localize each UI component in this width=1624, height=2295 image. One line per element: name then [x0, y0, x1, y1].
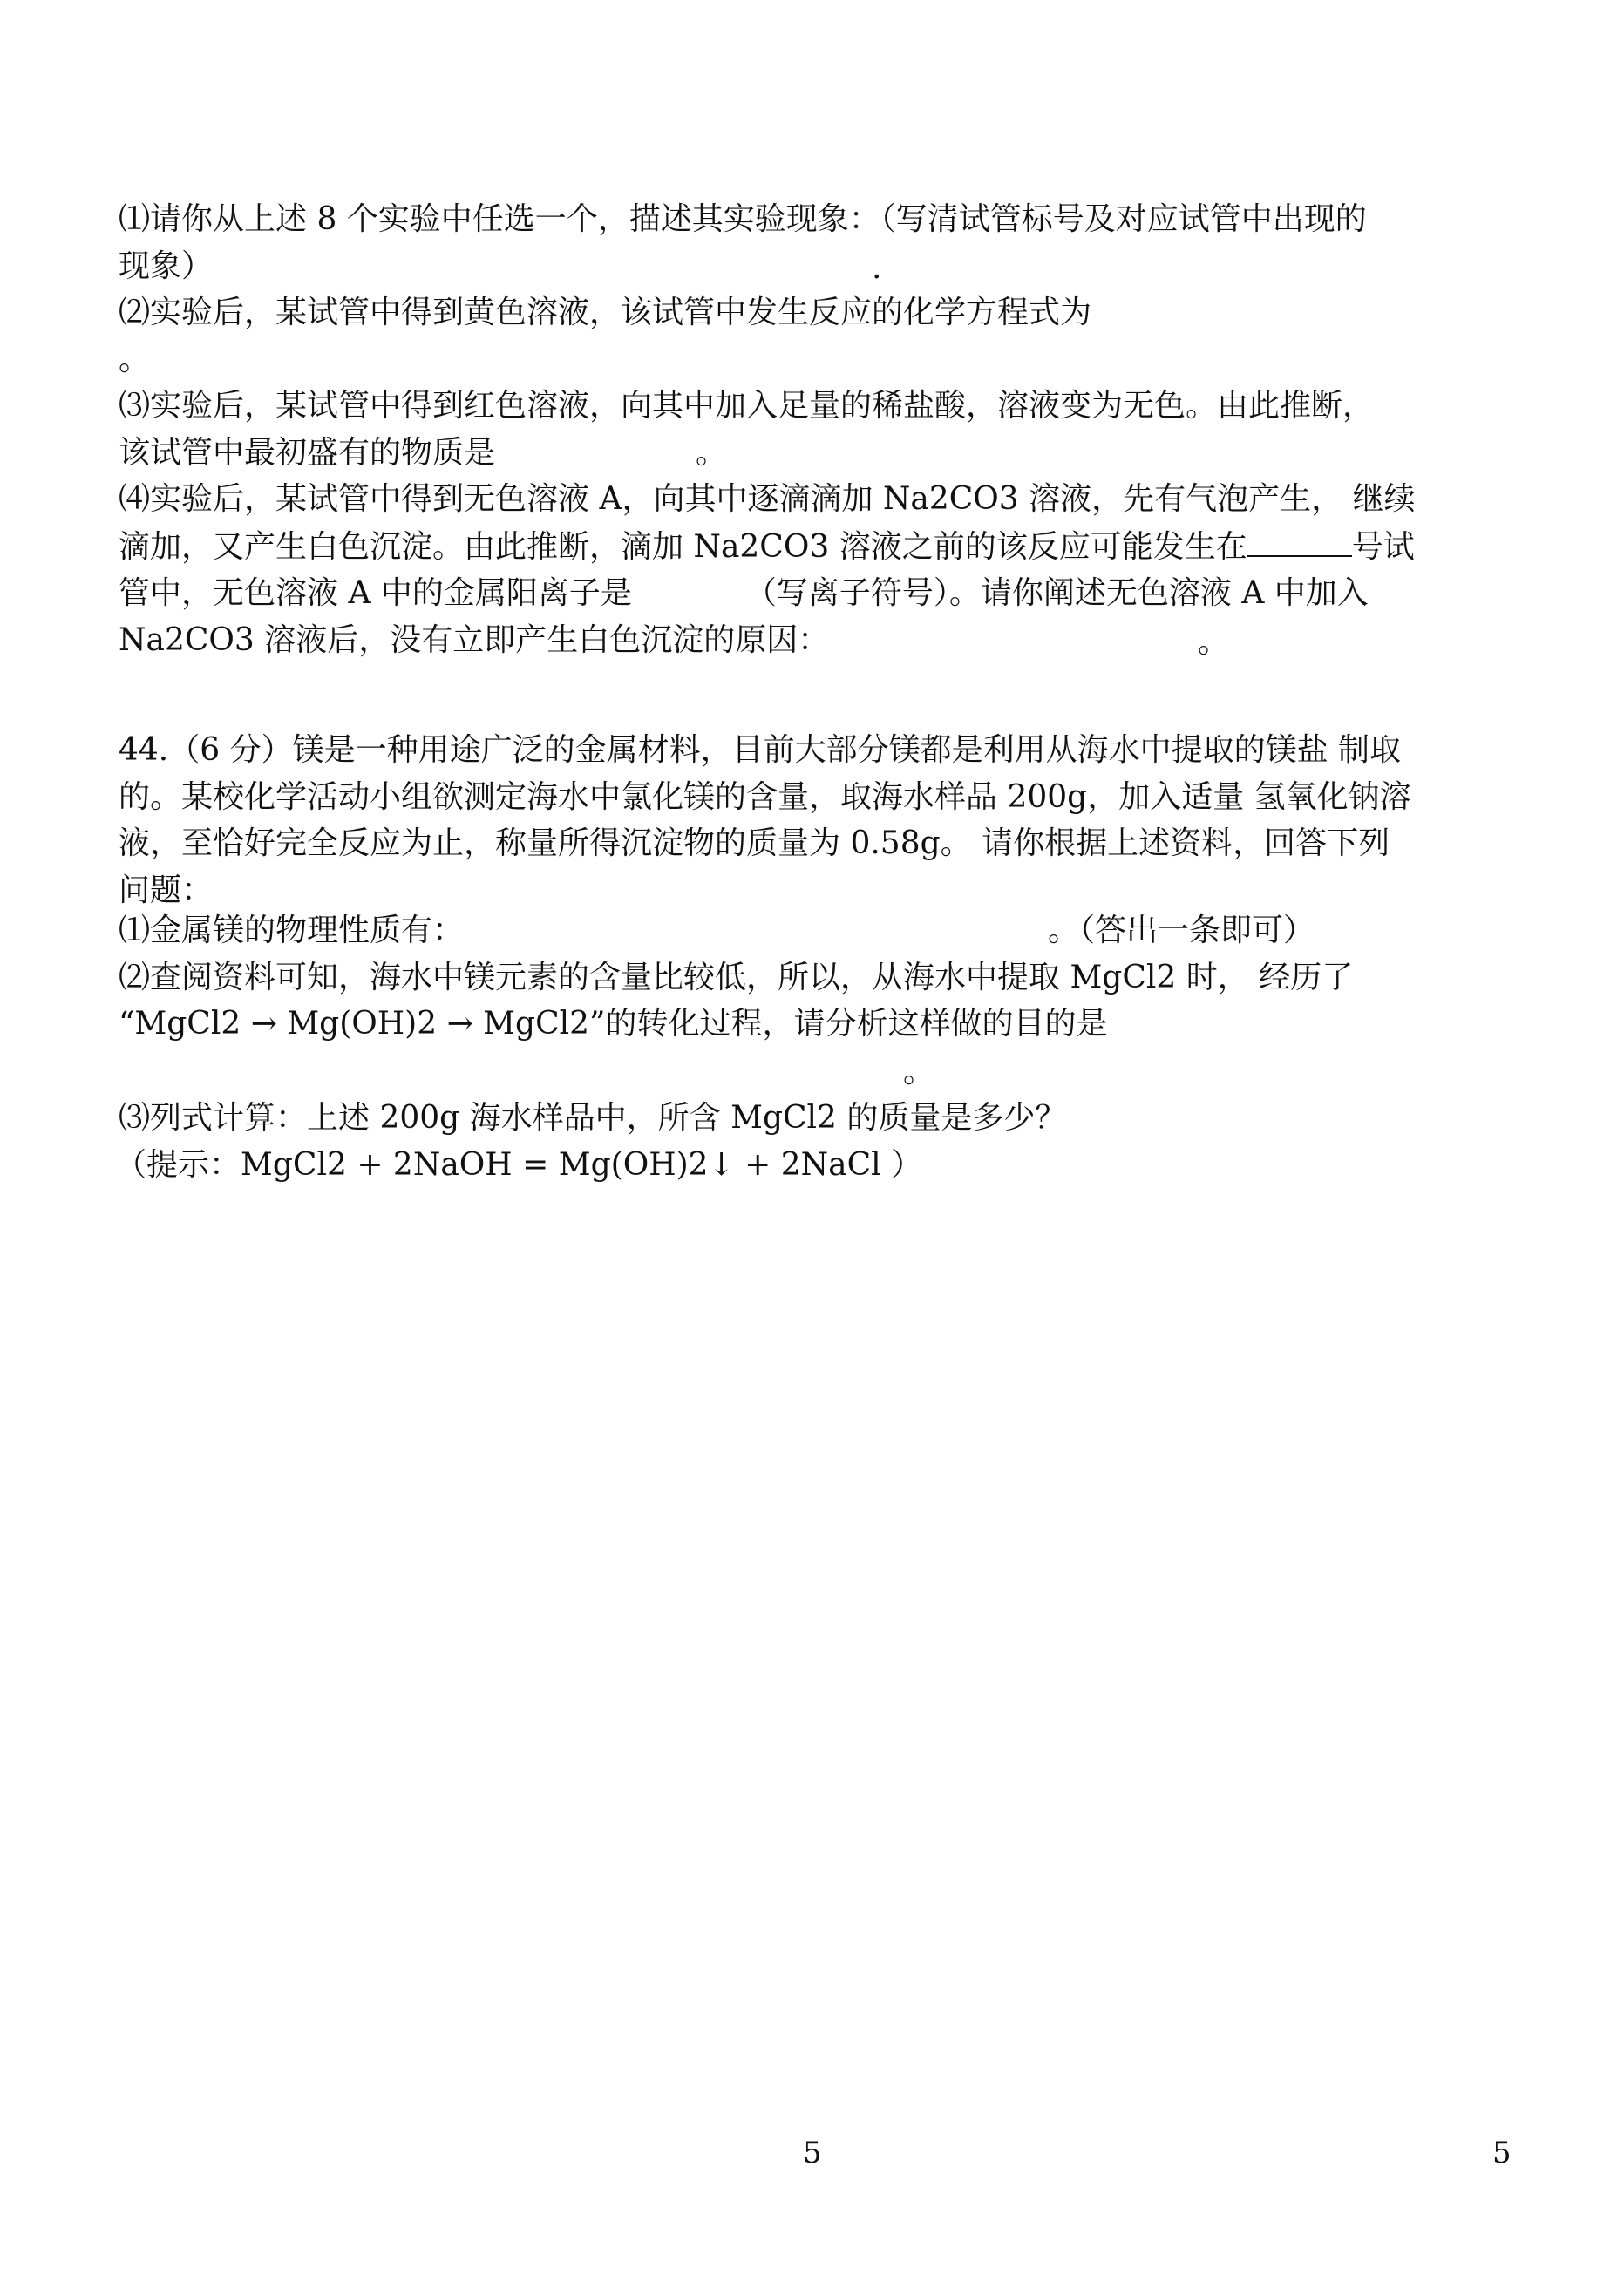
page-number-right: 5	[1492, 2135, 1512, 2170]
q44-p1-end: 。（答出一条即可）	[1048, 913, 1315, 948]
q3-line2-end: 。	[696, 435, 728, 471]
q4-line4	[119, 618, 829, 663]
q1-line1: ⑴请你从上述 8 个实验中任选一个，描述其实验现象：（写清试管标号及对应试管中出现的	[119, 201, 1367, 237]
page-number-center: 5	[803, 2135, 822, 2170]
q44-p2-line1: ⑵查阅资料可知，海水中镁元素的含量比较低，所以，从海水中提取 MgCl2 时， 经历了	[119, 960, 1354, 995]
q44-hint: （提示：MgCl2 + 2NaOH = Mg(OH)2↓ + 2NaCl ）	[115, 1147, 923, 1183]
q4-line3	[119, 571, 1369, 616]
q1-line2-text: 现象）	[119, 248, 214, 284]
q44-p3: ⑶列式计算：上述 200g 海水样品中，所含 MgCl2 的质量是多少？	[119, 1100, 1067, 1136]
q3-line1: ⑶实验后，某试管中得到红色溶液，向其中加入足量的稀盐酸，溶液变为无色。由此推断，	[119, 388, 1375, 424]
q2-line1: ⑵实验后，某试管中得到黄色溶液，该试管中发生反应的化学方程式为	[119, 295, 1092, 330]
q3-line2	[119, 431, 495, 476]
q1-line2	[119, 244, 213, 289]
q4-line1: ⑷实验后，某试管中得到无色溶液 A，向其中逐滴滴加 Na2CO3 溶液，先有气泡产生， 继续	[119, 481, 1416, 517]
q44-p2-line3: 。	[903, 1054, 935, 1090]
q1-line2-end: .	[872, 250, 882, 286]
q4-line2	[119, 524, 1415, 570]
q4-line4-text: Na2CO3 溶液后，没有立即产生白色沉淀的原因：	[119, 622, 830, 658]
q3-line2-text: 该试管中最初盛有的物质是	[119, 435, 496, 471]
q44-line2: 的。某校化学活动小组欲测定海水中氯化镁的含量，取海水样品 200g，加入适量 氢氧化钠溶	[119, 779, 1411, 815]
q4-line2-text-a: 滴加，又产生白色沉淀。由此推断，滴加 Na2CO3 溶液之前的该反应可能发生在	[119, 529, 1247, 565]
q44-line4: 问题：	[119, 873, 214, 908]
q44-line1: 44.（6 分）镁是一种用途广泛的金属材料，目前大部分镁都是利用从海水中提取的镁盐 制取	[119, 732, 1402, 768]
q44-p2-line2: “MgCl2 → Mg(OH)2 → MgCl2”的转化过程，请分析这样做的目的是	[119, 1006, 1108, 1042]
q44-p1: ⑴金属镁的物理性质有：	[119, 913, 465, 948]
q4-line2-text-b: 号试	[1351, 529, 1415, 565]
q4-line3-text-a: 管中，无色溶液 A 中的金属阳离子是	[119, 575, 632, 611]
q2-line2: 。	[119, 342, 151, 377]
q4-answer-blank-tube	[1247, 524, 1352, 557]
q4-line4-end: 。	[1198, 624, 1230, 660]
q44-line3: 液，至恰好完全反应为止，称量所得沉淀物的质量为 0.58g。 请你根据上述资料，回答下列	[119, 825, 1390, 861]
q4-line3-text-b: （写离子符号）。请你阐述无色溶液 A 中加入	[744, 575, 1369, 611]
